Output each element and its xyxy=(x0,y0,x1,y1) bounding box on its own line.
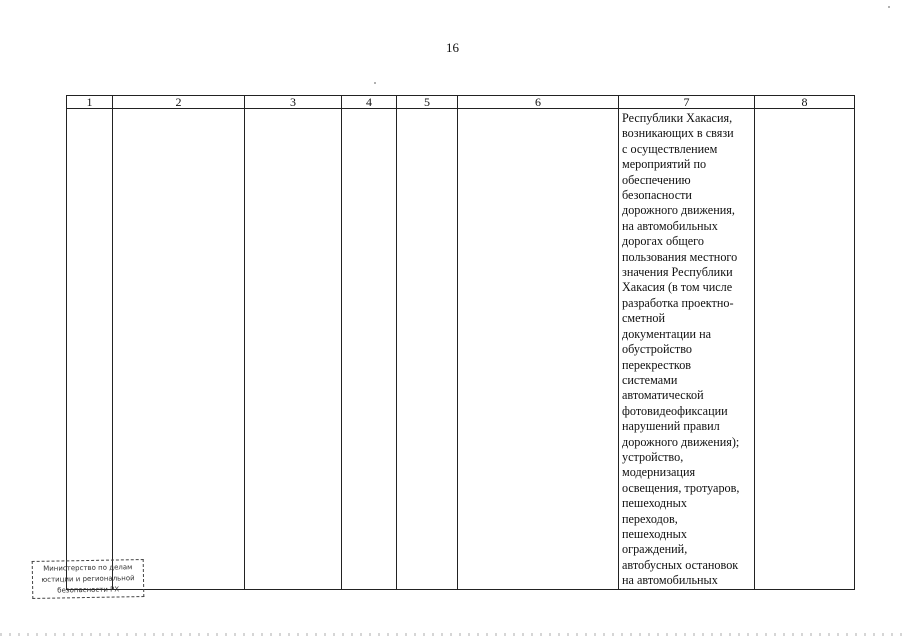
column7-line: модернизация xyxy=(622,465,696,480)
column7-line: пешеходных xyxy=(622,496,687,511)
table-header-row xyxy=(67,96,855,109)
table-cell-col8 xyxy=(755,109,855,590)
column7-line: пользования местного xyxy=(622,249,738,264)
column7-line: на автомобильных xyxy=(622,573,718,588)
column7-line: сметной xyxy=(622,311,665,326)
column7-line: фотовидеофиксации xyxy=(622,403,728,418)
column-header: 3 xyxy=(245,96,342,109)
column7-line: возникающих в связи xyxy=(622,126,734,141)
table-cell-col5 xyxy=(397,109,458,590)
table-cell-col7 xyxy=(619,109,755,590)
column7-line: автобусных остановок xyxy=(622,557,739,572)
column-header: 4 xyxy=(342,96,397,109)
column7-line: перекрестков xyxy=(622,357,692,372)
column-header: 5 xyxy=(397,96,458,109)
column7-line: безопасности xyxy=(622,188,692,203)
column7-line: пешеходных xyxy=(622,526,687,541)
table-cell-col4 xyxy=(342,109,397,590)
column7-line: системами xyxy=(622,372,678,387)
table-row xyxy=(67,109,855,590)
column7-line: переходов, xyxy=(622,511,678,526)
stamp-line: юстиции и региональной xyxy=(41,574,135,584)
registration-stamp xyxy=(32,559,145,599)
column7-line: автоматической xyxy=(622,388,704,403)
table-cell-col6 xyxy=(458,109,619,590)
scan-speck xyxy=(888,6,890,8)
document-table xyxy=(66,95,855,590)
column7-line: нарушений правил xyxy=(622,419,720,434)
column7-line: на автомобильных xyxy=(622,218,718,233)
column7-line: дорожного движения); xyxy=(622,434,740,449)
column7-line: дорожного движения, xyxy=(622,203,735,218)
column7-line: обеспечению xyxy=(622,172,691,187)
column7-line: значения Республики xyxy=(622,265,733,280)
column7-line: разработка проектно- xyxy=(622,295,734,310)
page-number: 16 xyxy=(446,40,459,55)
column7-line: устройство, xyxy=(622,449,684,464)
column7-line: документации на xyxy=(622,326,712,341)
column7-line: дорогах общего xyxy=(622,234,704,249)
column-header: 2 xyxy=(113,96,245,109)
column7-line: ограждений, xyxy=(622,542,688,557)
column7-line: с осуществлением xyxy=(622,141,718,156)
column7-line: Хакасия (в том числе xyxy=(622,280,733,295)
column-header: 1 xyxy=(67,96,113,109)
stamp-line: Министерство по делам xyxy=(43,563,133,573)
column-header: 7 xyxy=(619,96,755,109)
scan-speck xyxy=(374,82,376,84)
table-cell-col3 xyxy=(245,109,342,590)
scan-edge-noise xyxy=(0,633,905,636)
stamp-line: безопасности РХ xyxy=(57,585,120,595)
column7-line: Республики Хакасия, xyxy=(622,111,733,125)
column7-line: освещения, тротуаров, xyxy=(622,480,740,495)
column7-line: мероприятий по xyxy=(622,157,707,172)
column7-line: обустройство xyxy=(622,342,693,357)
table-cell-col2 xyxy=(113,109,245,590)
column-header: 8 xyxy=(755,96,855,109)
table-cell-col1 xyxy=(67,109,113,590)
column7-text xyxy=(619,109,754,589)
column-header: 6 xyxy=(458,96,619,109)
